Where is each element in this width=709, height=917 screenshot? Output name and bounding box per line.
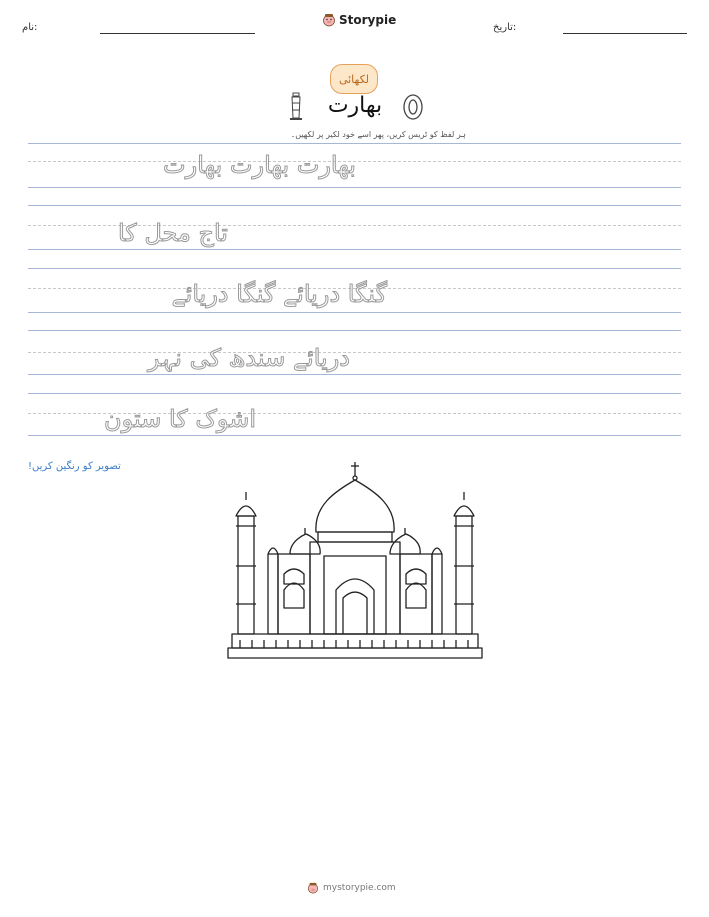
digit-zero-outline xyxy=(402,93,424,121)
footer xyxy=(307,882,396,894)
qutub-minar-icon xyxy=(288,91,304,121)
practice-row[interactable] xyxy=(28,268,681,316)
page-title: بھارت xyxy=(327,93,383,118)
practice-row[interactable] xyxy=(28,393,681,441)
date-label: تاریخ: xyxy=(493,22,517,33)
pig-mascot-icon xyxy=(322,13,336,27)
practice-row[interactable] xyxy=(28,205,681,253)
pig-mascot-icon xyxy=(307,882,319,894)
name-label: نام: xyxy=(22,22,38,33)
footer-url[interactable]: mystorypie.com xyxy=(323,883,396,893)
name-line[interactable] xyxy=(100,33,255,34)
trace-text: گنگا دریائے گنگا دریائے xyxy=(171,280,387,308)
instruction-text: ہر لفظ کو ٹریس کریں، پھر اسے خود لکیر پر لکھیں۔ xyxy=(290,130,466,139)
brand-name: Storypie xyxy=(339,13,397,27)
taj-mahal-icon[interactable] xyxy=(226,458,484,662)
practice-row[interactable] xyxy=(28,143,681,191)
date-line[interactable] xyxy=(563,33,687,34)
category-badge: لکھائی xyxy=(330,64,378,94)
trace-text: تاج محل کا xyxy=(117,219,228,247)
trace-text: دریائے سندھ کی نہر xyxy=(147,344,350,372)
brand-logo xyxy=(322,13,396,27)
color-prompt: تصویر کو رنگین کریں! xyxy=(28,461,121,472)
trace-text: بھارت بھارت بھارت xyxy=(163,151,356,179)
practice-row[interactable] xyxy=(28,330,681,378)
trace-text: اشوک کا ستون xyxy=(103,405,256,433)
